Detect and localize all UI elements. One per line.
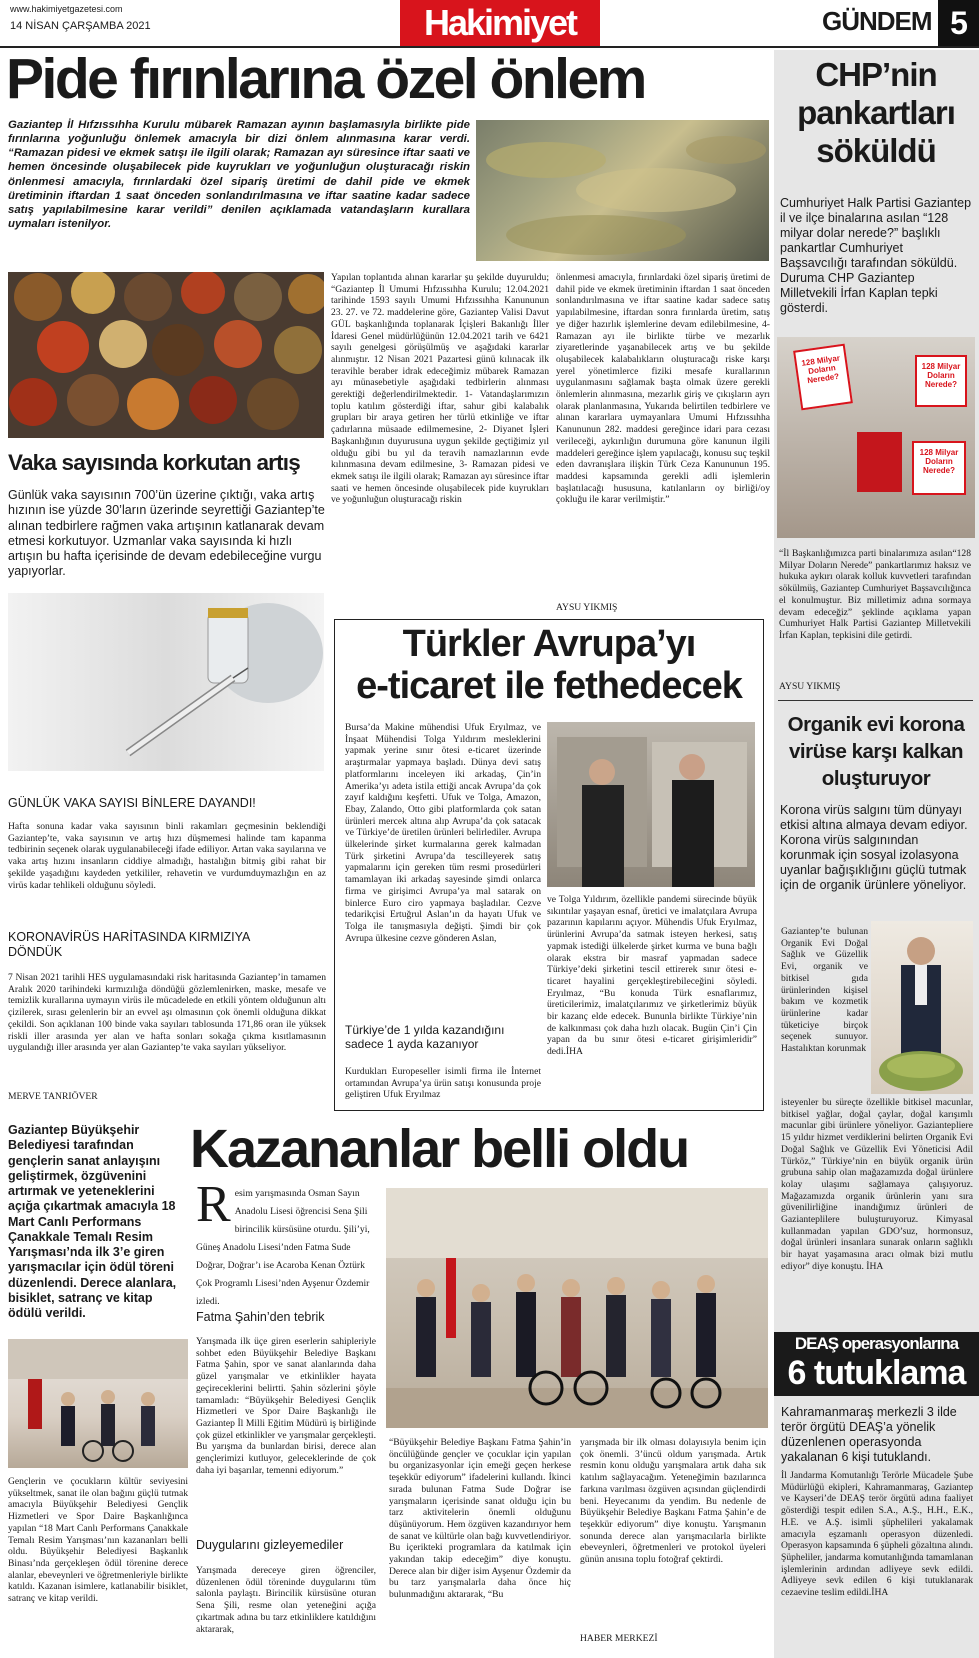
chp-flag-banner: [857, 432, 902, 492]
turkler-subhead: Türkiye’de 1 yılda kazandığını sadece 1 ayda kazanıyor: [345, 1023, 505, 1052]
turkler-headline-1: Türkler Avrupa’yı: [402, 623, 696, 665]
turkler-photo: [547, 722, 755, 887]
kazananlar-lead: Gaziantep Büyükşehir Belediyesi tarafından gençlerin sanat anlayışını geliştirmek, özgüvenini artırmak ve yeteneklerini açığa çıkartmak amacıyla 18 Mart Canlı Performans Çanakkale Temalı Resim Yarışması’nda ilk 3’e giren yarışmacılar için ödül töreni düzenlendi. Derece alanlara, bisiklet, satranç ve kitap ödülü verildi.: [8, 1123, 177, 1320]
main-body-col2: Yapılan toplantıda alınan kararlar şu şekilde duyuruldu; “Gaziantep İl Umumi Hıfzıssıhha Kurulu; 12.04.2021 tarihinde 1593 sayılı Umumi Hıfzıssıhha Kanununun 23. 27. ve 72. maddelerine göre, Gaziantep Valisi Davut GÜL başkanlığında toplanarak İçişleri Bakanlığı İller İdaresi Genel müdürlüğünün 12.04.2021 tarih ve 6421 sayılı genelgesi görüşülmüş ve aşağıdaki kararlar alınmıştır. 12 Nisan 2021 Pazartesi günü kılınacak ilk teravihle beraber idrak edeceğimiz mübarek Ramazan ayı münasebetiyle aşağıdaki tedbirlerin alınması gerektiği değerlendirilmektedir. 1- Vatandaşlarımızın toplu katılım gösterdiği iftar, sahur gibi kalabalık grupları bir araya getiren her türlü etkinliğe ve iftar çadırlarına müsaade edilmemesine, 2- Diyanet İşleri Başkanlığının duyurusuna uygun şekilde geçtiğimiz yıl olduğu gibi bu yıl da teravih namazlarının evde kılınmasına devam edilmesine, 3- Ramazan pidesi ve ekmek satışı ile ilgili olarak; Ramazan ayı süresince iftar saati ve hemen öncesinde oluşabilecek pide kuyrukları ve yoğunluğun oluşturacağı riskin: [331, 272, 549, 506]
vaka-lead: Günlük vaka sayısının 700’ün üzerine çıktığı, vaka artış hızının ise yüzde 30’ların üzerinde seyrettiği Gaziantep’te alınan tedbirlere rağmen vaka artışının katlanarak devam etmesi korkutuyor. Uzmanlar vaka sayısında ki hızlı artışın bu hafta içerisinde de devam edebileceğine vurgu yapıyorlar.: [8, 488, 325, 579]
award-photo-small: [8, 1339, 188, 1468]
main-byline: AYSU YIKMIŞ: [556, 602, 618, 613]
organik-lead: Korona virüs salgını tüm dünyayı etkisi altına almaya devam ediyor. Korona virüs salgınından korunmak için sosyal izolasyona uyanlar bağışıklığını güçlü tutmak için de organik ürünlere yöneliyor.: [780, 803, 968, 892]
vaka-subhead-2: KORONAVİRÜS HARİTASINDA KIRMIZIYA DÖNDÜK: [8, 930, 250, 959]
vaka-headline: Vaka sayısında korkutan artış: [8, 450, 300, 475]
organik-photo: [871, 921, 973, 1094]
chp-byline: AYSU YIKMIŞ: [779, 681, 841, 692]
vaccine-art: [8, 593, 324, 771]
award-ceremony-photo: [386, 1188, 768, 1428]
award-photo-small-art: [8, 1339, 188, 1468]
chp-banners-photo: [777, 337, 975, 538]
kazananlar-paragraph-4: yarışmada bir ilk olması dolayısıyla benim için çok önemli. 3’üncü oldum yarışmada. Artık resmin konu olduğu yarışmalara artık daha sık katılım sağlayacağım. Yeteneğimin bazılarınca farkına varılması özgüven açısından güçlendirdi beni. Heyecanımı da yendim. Bu nedenle de Büyükşehir Belediye Başkanı Fatma Şahin’e de teşekkür ediyorum” diye konuştu. Yarışmanın sonunda derece alan yarışmacılarla birlikte ebeveynleri, öğretmenleri ve protokol üyeleri günün anısına toplu fotoğraf çektirdi.: [580, 1437, 766, 1566]
header-date: 14 NİSAN ÇARŞAMBA 2021: [10, 20, 151, 32]
vaka-subhead-1: GÜNLÜK VAKA SAYISI BİNLERE DAYANDI!: [8, 796, 256, 810]
deas-lead: Kahramanmaraş merkezli 3 ilde terör örgütü DEAŞ’a yönelik düzenlenen operasyonda yakalanan 6 kişi tutuklandı.: [781, 1405, 957, 1464]
organik-headline: Organik evi korona virüse karşı kalkan oluşturuyor: [787, 713, 965, 790]
chp-banner-sign-3: 128 Milyar Doların Nerede?: [912, 441, 966, 495]
turkler-photo-art: [547, 722, 755, 887]
newspaper-logo[interactable]: Hakimiyet: [400, 0, 600, 46]
kazananlar-byline: HABER MERKEZİ: [580, 1633, 658, 1644]
drop-cap: R: [196, 1176, 231, 1233]
header-url[interactable]: www.hakimiyetgazetesi.com: [10, 4, 123, 14]
organik-body-2: isteyenler bu süreçte özellikle bitkisel macunlar, bitkisel yağlar, doğal çaylar, doğal karışımlı macunlar gibi ürünlere yöneliyor. Gaziantepliere 15 yıldır hizmet verdiklerini belirten Organik Evi Doğal Sağlık ve Güzellik Evi Yöneticisi Adil Türköz,” Türkiye’nin en büyük organik ürün grubuna sahip olan mağazamızda doğal ürünlere kolay ulaşımı sağlamaya çalışıyoruz. Mağazamızda organik ürünlerin yanı sıra güvenilirliğine inandığımız ürünleri de Gazianteplilere buluşturuyoruz. Kimyasal kullanmadan yapılan GDO’suz, hormonsuz, doğal ürünleri insanlara sunarak onların sağlıklı bir hayat yaşamasına aracı olmak bizi mutlu ediyor” diye konuştu. İHA: [781, 1097, 973, 1272]
kazananlar-subhead-2: Duygularını gizleyemediler: [196, 1538, 344, 1552]
vaka-paragraph-1: Hafta sonuna kadar vaka sayısının binli rakamları geçmesinin beklendiği Gaziantep’te, vaka sayısının ve artış hızı düşmemesi halinde tam kapanma tedbirinin seçenek olarak uygulanabileceği ifade ediliyor. Artan vaka sayılarına ve vaka artış hızını insanların ciddiye almadığı, hastalığın bitmiş gibi rahat bir şekilde yaşadığını kaydeden yetkililer, rehavetin ve vurdumduymazlığın en az virüs kadar tehlikeli olduğunu söyledi.: [8, 821, 326, 891]
page-number: 5: [938, 0, 979, 46]
turkler-col2: ve Tolga Yıldırım, özellikle pandemi sürecinde büyük sıkıntılar yaşayan esnaf, üretici ve imalatçılara Avrupa pazarının kapılarını açıyor. Mühendis Ufuk Eryılmaz, ürünlerini Avrupa’da satmak isteyen herkesi, satış yapmak istediği ülkelerde şirket kurma ve buna bağlı olarak ekstra bir masraf yapmadan sadece Türkiye’deki şirketini tescil ettirerek sınır ötesi e-ticaret hayalini gerçekleştirebileceğini söyledi. Eryılmaz, “Bu konuda Türk esnaflarımız, üreticilerimiz, imalatçılarımız ve şirketlerimiz büyük bir kazanç elde edecek. Bununla birlikte Türkiye’nin de kalkınması çok daha hızlı olacak. Bugün Çin’i Çin yapan da bu sınır ötesi e-ticaret girişimleridir” dedi.İHA: [547, 894, 757, 1058]
spice-bowls-photo: [8, 272, 324, 438]
kazananlar-paragraph-1: Yarışmada ilk üçe giren eserlerin sahipleriyle sohbet eden Büyükşehir Belediye Başkanı Fatma Şahin, spor ve sanat alanlarında daha güzel yarışmalar ve etkinlikler hayata geçireceklerini belirtti. Şahin sözlerini şöyle tamamladı: “Büyükşehir Belediyesi Gençlik Hizmetleri ve Spor Daire Başkanlığı ile Gaziantep İl Milli Eğitim Müdürü iş birliğinde çok güzel etkinlikler ve yarışmalar gerçekleşti. Bu yarışma da bunlardan birisi, derece alan gençlerimizi kutluyor, geleceklerinde de çok daha iyi başarılar, temenni ediyorum.”: [196, 1336, 376, 1476]
deas-headline-1: DEAŞ operasyonlarına: [794, 1334, 959, 1353]
chp-body: “İl Başkanlığımızca parti binalarımıza asılan“128 Milyar Doların Nerede” pankartlarımız haksız ve hukuka aykırı olarak kolluk kuvvetleri tarafından sökülmüş, Gaziantep Cumhuriyet Başsavcılığınca el konulmuştur. Biz milletimiz adına sormaya devam edeceğiz” şeklinde açıklama yapan Cumhuriyet Halk Partisi Gaziantep Milletvekili İrfan Kaplan, tepkisini dile getirdi.: [779, 548, 971, 641]
kazananlar-subhead-1: Fatma Şahin’den tebrik: [196, 1310, 325, 1324]
chp-lead: Cumhuriyet Halk Partisi Gaziantep il ve ilçe binalarına asılan “128 milyar dolar nerede?” başlıklı pankartlar Cumhuriyet Başsavcılığı tarafından söküldü. Duruma CHP Gaziantep Milletvekili İrfan Kaplan tepki gösterdi.: [780, 196, 972, 315]
spices-photo-art: [476, 120, 769, 261]
main-headline: Pide fırınlarına özel önlem: [6, 47, 645, 111]
kazananlar-paragraph-2: Yarışmada dereceye giren öğrenciler, düzenlenen ödül töreninde duygularını tüm salonla paylaştı. Birincilik kürsüsüne oturan Sena Şili, resme olan yeteneğini açığa çıkartmak adına bu tarz etkinliklere katıldığını aktararak,: [196, 1565, 376, 1635]
spice-bowls-art: [8, 272, 324, 438]
chp-banner-sign-1: 128 Milyar Doların Nerede?: [793, 344, 853, 411]
turkler-headline-2: e-ticaret ile fethedecek: [356, 665, 742, 707]
turkler-col1b: Kurdukları Europeseller isimli firma ile İnternet ortamından Avrupa’ya ürün satışı konusunda proje geliştiren Ufuk Eryılmaz: [345, 1066, 541, 1101]
kazananlar-paragraph-3: “Büyükşehir Belediye Başkanı Fatma Şahin’in öncülüğünde gençler ve çocuklar için yapılan bu organizasyonlar için emeği geçen herkese teşekkür ediyorum” ifadelerini kullandı. İkinci sırada bulunan Fatma Sude Doğrar ise yarışmaların içerisinde sanat olduğu için bu tarz aktivitelerin önemli olduğunu düşünüyorum. Hem özgüven kazandırıyor hem de sanat ve kültürle olan bağı kuvvetlendiriyor. Bu içerikteki programlara da katılmak için yakından takip edeceğim” diye konuştu. Derece alan bir diğer isim Ayşenur Özdemir da bu tarz yarışmalarla daha önce hiç bulunmadığını aktararak, “Bu: [389, 1437, 571, 1601]
vaka-paragraph-2: 7 Nisan 2021 tarihli HES uygulamasındaki risk haritasında Gaziantep’in tamamen Aralık 2020 tarihindeki kırmızılığa döndüğü gözlemlenirken, maske, mesafe ve temizlik kurallarına uymayın virüs ile mücadelede en etkili yöntem olduğunun altı çizilerek, sırası gelenlerin bir an evvel aşı olmasının çok önemli olduğuna dikkat çekildi. Son açıklanan 100 binde vaka sayıları tablosunda 171,86 oran ile yüksek riskli iller arasında yer alan ve hafta sonları sokağa çıkma kısıtlamasının uygulandığı iller arasında yer alan Gaziantep’te vaka sayıları yükseliyor.: [8, 972, 326, 1054]
kazananlar-intro-text: esim yarışmasında Osman Sayın Anadolu Lisesi öğrencisi Sena Şili birincilik kürsüsüne oturdu. Şili’yi, Güneş Anadolu Lisesi’nden Fatma Sude Doğrar, Doğrar’ı ise Acaroba Kenan Öztürk Çok Programlı Lisesi’nden Ayşenur Özdemir izledi.: [196, 1188, 370, 1307]
deas-body: İl Jandarma Komutanlığı Terörle Mücadele Şube Müdürlüğü ekipleri, Kahramanmaraş, Gaziantep ve Kayseri’de DEAŞ terör örgütü adına faaliyet gösterdiği tespit edilen S.A., A.Ş., H.H., E.K., H.E. ve A.Ş. isimli şüphelileri yakalamak amacıyla eşzamanlı operasyon düzenledi. Operasyon kapsamında 6 şüpheli gözaltına alındı. Şüpheliler, jandarma komutanlığında tamamlanan işlemlerinin ardından adliyeye sevk edildi. Adliyeye sevk edilen 6 kişi tutuklanarak cezaevine teslim edildi.İHA: [781, 1470, 973, 1599]
kazananlar-headline: Kazananlar belli oldu: [190, 1119, 689, 1179]
main-body-col3: önlenmesi amacıyla, fırınlardaki özel sipariş üretimi de dahil pide ve ekmek üretiminin iftardan 1 saat önceden sonlandırılmasına ve iftar saatine kadar sadece satış yapılabilmesine, iftardan sonra fırınlarda üretim, satış ye diğer hazırlık işlemlerine devam edilebilmesine, 4- Ramazan ayı ile birlikte türbe ve mezarlık ziyaretlerinde yaşanabilecek artış ve bu şekilde oluşabilecek kalabalıkların oluşturacağı riske karşı yerel yönetimlerce fiziki mesafe kurallarının uygulanmasını sağlamak başta olmak üzere gerekli önlemlerin alınmasına, mezarlık giriş ve çıkışların ayrı olarak planlanmasına, Yukarıda belirtilen tedbirlere ve alınan kararlara uymayanlara Umumi Hıfzıssıhha Kanununun 282. maddesi gereğince idari para cezası verileceği, aykırılığın durumuna göre kanunun ilgili maddeleri gereğince işlem yapılacağı, konusu suç teşkil eden davranışlara ilişkin Türk Ceza Kanununun 195. maddesi kapsamında gerekli adli işlemlerin başlatılacağı hususuna, katılanların oy birliği/oy çokluğu ile karar verilmiştir.”: [556, 272, 770, 506]
section-name: GÜNDEM: [822, 6, 932, 36]
chp-headline: CHP’nin pankartları söküldü: [797, 56, 955, 169]
sidebar-divider-1: [778, 700, 973, 701]
deas-headline-2: 6 tutuklama: [787, 1354, 966, 1392]
spices-photo: [476, 120, 769, 261]
turkler-col1: Bursa’da Makine mühendisi Ufuk Eryılmaz, ve İnşaat Mühendisi Tolga Yıldırım mesleklerini yapmak yerine sınır ötesi e-ticaret üzerinde araştırmalar yapmaya başladı. Dünya devi satış platformlarını inceleyen iki arkadaş, Çin’in Amerika’yı adeta istila ettiği ancak Avrupa’da çok zayıf kaldığını keşfetti. Ufuk ve Tolga, Amazon, Ebay, Zalando, Otto gibi platformlarda çok satan ürünleri mercek altına alıp Avrupa’da çok satacak ve Türkiye’de üretilen ürünleri belirlediler. Avrupa ülkelerinde şirket kurmalarına gerek kalmadan Türk şirketini Avrupa’da tescilleyerek satış yapmalarını için gereken tüm resmi prosedürleri tamamlayan iki arkadaş sayesinde şimdi onlarca firma ve girişimci Avrupa’ya mal satarak on binlerce Euro ciro yapmaya başladılar. Cezve tedarikçisi Ertuğrul Aslan’ın da hayatı Ufuk ve Tolga ile tanışmasıyla değişti. Şimdi bir çok Avrupa ülkesine cezve gönderen Aslan,: [345, 722, 541, 944]
organik-photo-art: [871, 921, 973, 1094]
organik-body-1: Gaziantep’te bulunan Organik Evi Doğal Sağlık ve Güzellik Evi, organik ve bitkisel gıda ürünlerinden kişisel bakım ve kozmetik ürünlerine kadar tüketiciye birçok seçenek sunuyor. Hastalıktan korunmak: [781, 926, 868, 1055]
kazananlar-left-body: Gençlerin ve çocukların kültür seviyesini yükseltmek, sanat ile olan bağını güçlü tutmak amacıyla Büyükşehir Belediyesi Gençlik Hizmetleri ve Spor Daire Başkanlığınca yapılan “18 Mart Canlı Performans Çanakkale Temalı Resim Yarışması’nın kazananları belli oldu. Büyükşehir Belediyesi Başkanlık Binası’nda gerçekleşen ödül törenine derece alanlar, ebeveynleri ve öğretmenleriyle birlikte katıldı. Kazanan isimlere, katlanabilir bisiklet, satranç ve kitap verildi.: [8, 1476, 188, 1605]
kazananlar-intro: [196, 1176, 376, 1309]
vaccine-photo: [8, 593, 324, 771]
vaka-byline: MERVE TANRIÖVER: [8, 1091, 98, 1102]
main-lead: Gaziantep İl Hıfzıssıhha Kurulu mübarek Ramazan ayının başlamasıyla birlikte pide fırınlarına yoğunluğu önlemek amacıyla bir dizi önlem alınmasına karar verdi. “Ramazan pidesi ve ekmek satışı ile ilgili olarak; Ramazan ayı süresince iftar saati ve hemen öncesinde oluşabilecek pide kuyrukları ve yoğunluğun oluşturacağı riskin önlenmesi amacıyla, fırınlardaki özel sipariş üretimi de dahil pide ve ekmek üretiminin iftardan 1 saat önceden sonlandırılmasına ve iftar saatine kadar sadece satış yapılabilmesine karar verildi” denilen açıklamada vatandaşların kurallara uymaları istenilyor.: [8, 119, 470, 230]
chp-banner-sign-2: 128 Milyar Doların Nerede?: [915, 355, 967, 407]
award-ceremony-art: [386, 1188, 768, 1428]
